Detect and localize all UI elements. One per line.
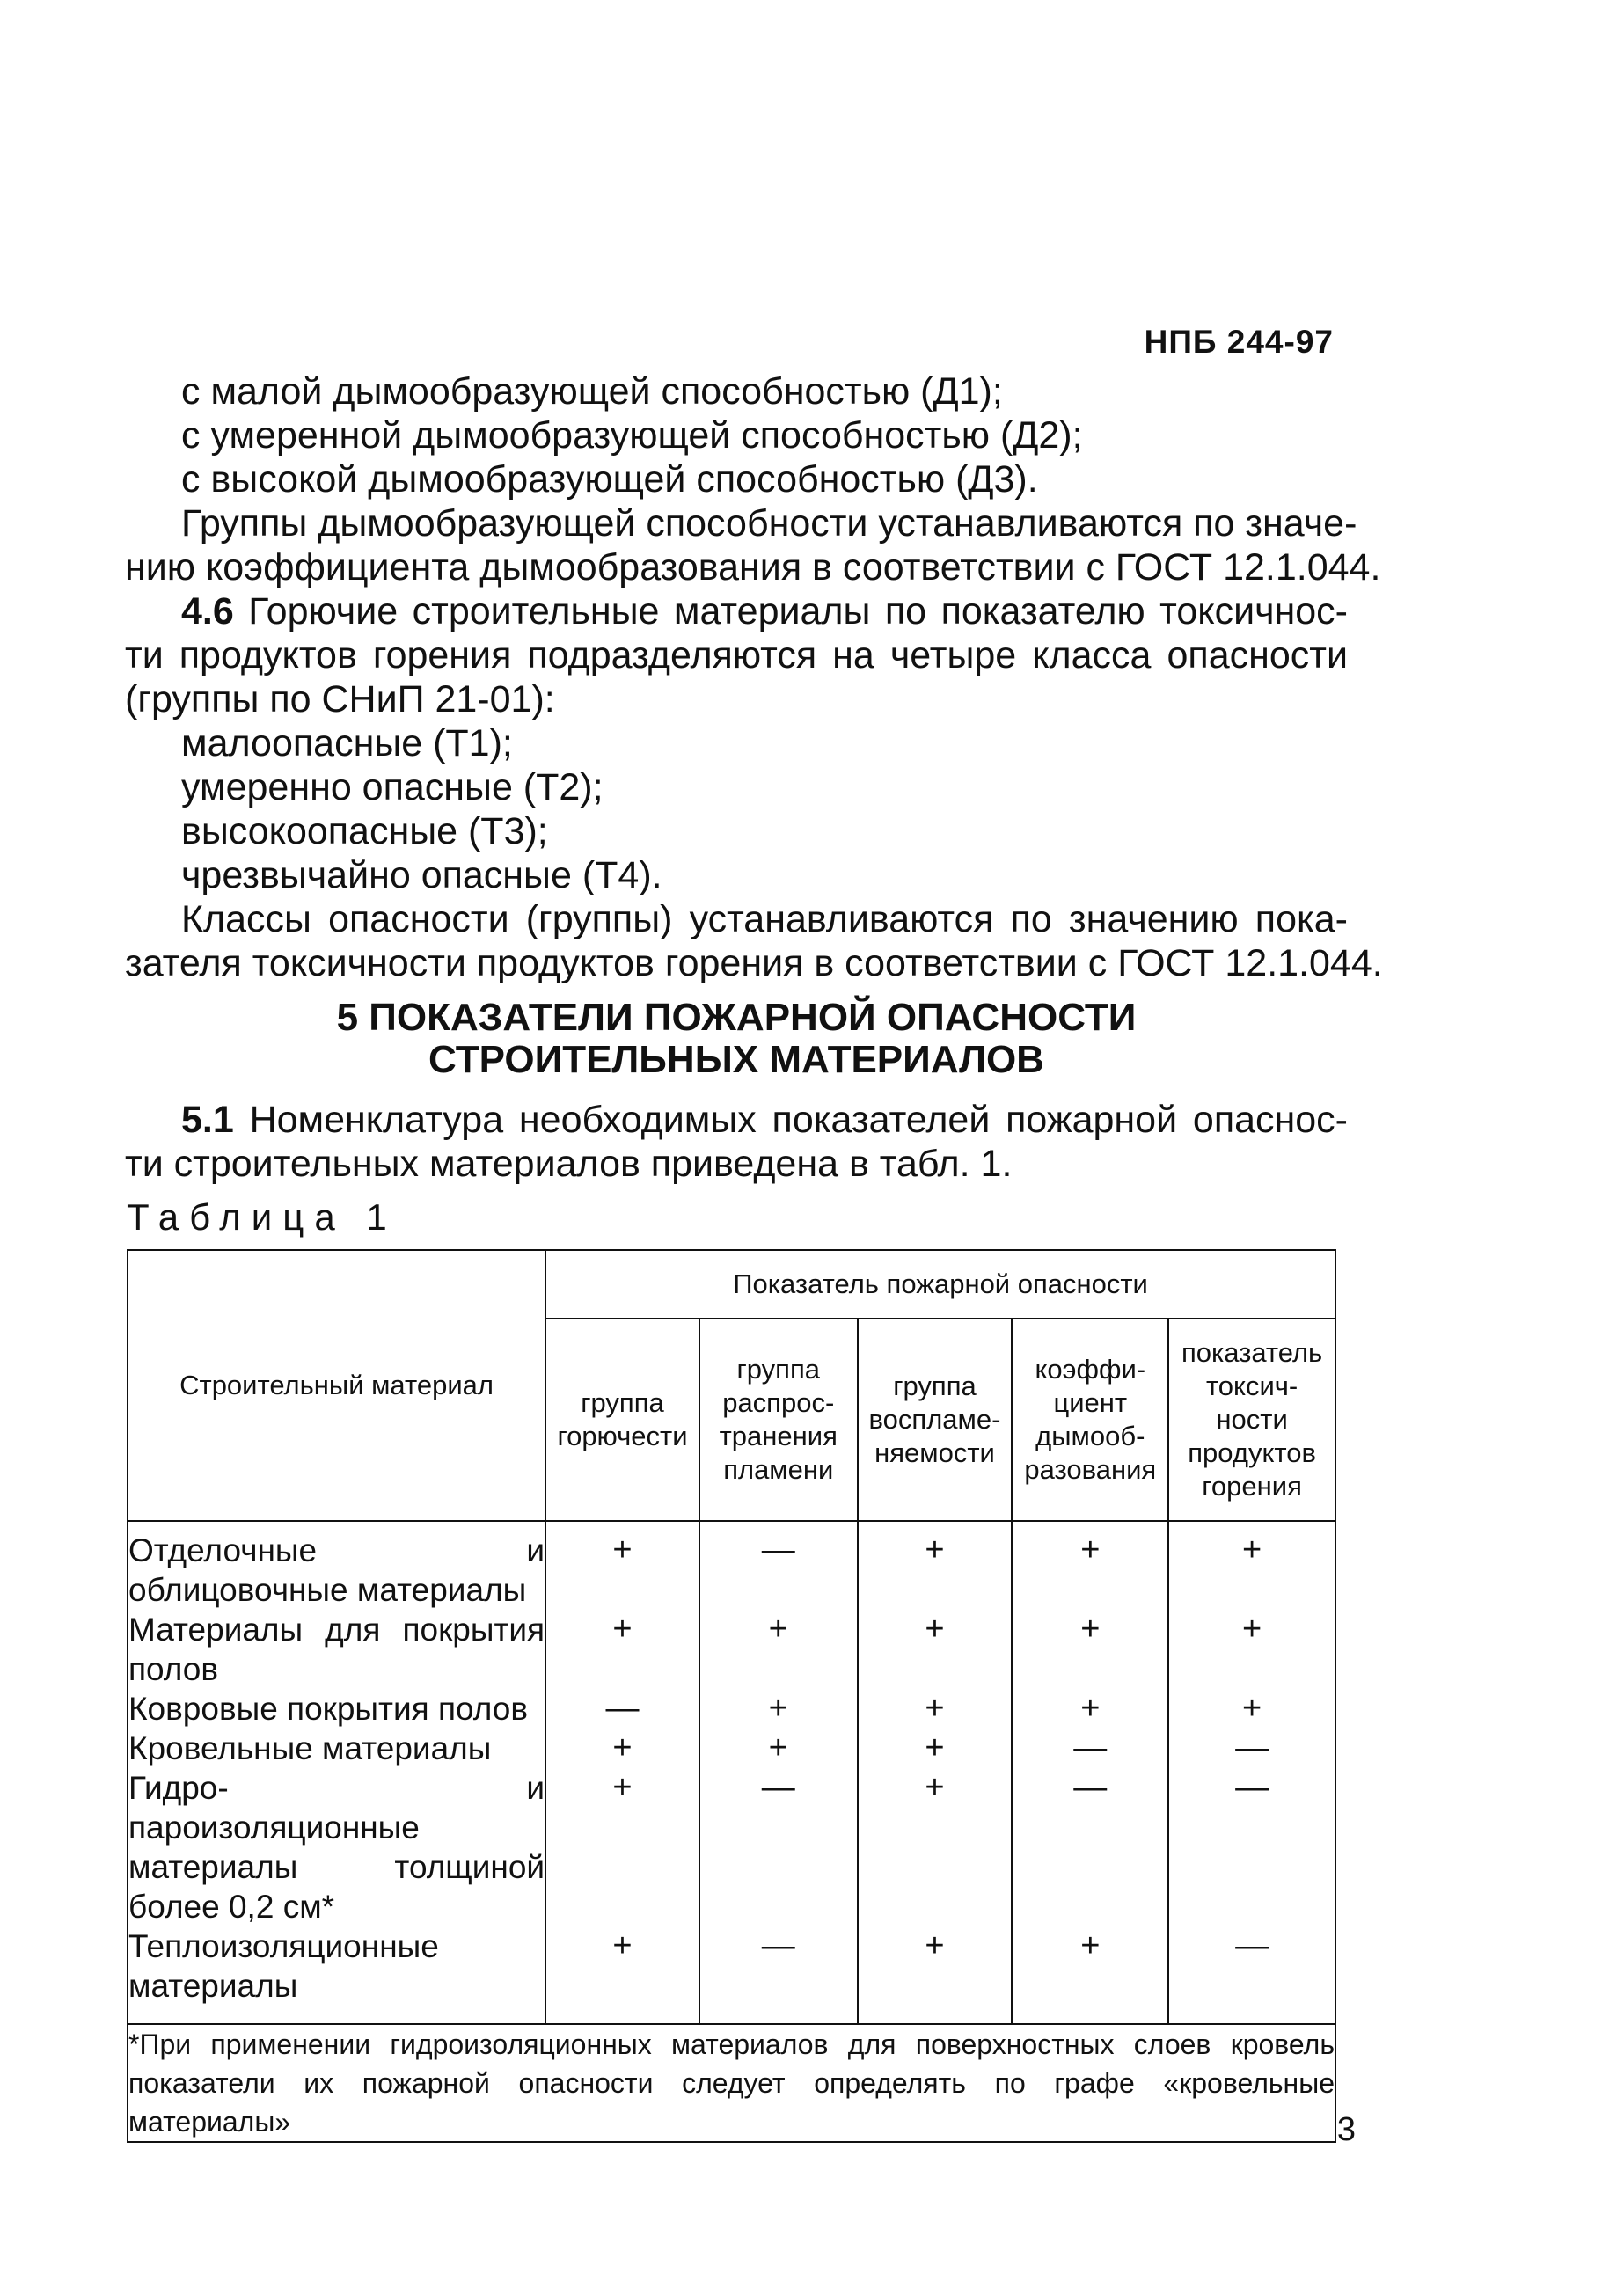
value-cell: + [1012,1610,1168,1689]
value-cell: + [1012,1926,1168,2024]
smoke-groups-list [125,369,1381,589]
column-header-toxicity: показатель токсич- ности продуктов горения [1168,1319,1335,1521]
toxicity-text-line: зателя токсичности продуктов горения в соответствии с ГОСТ 12.1.044. [125,942,1383,984]
column-header-ignitability: группа воспламе- няемости [858,1319,1013,1521]
document-code: НПБ 244-97 [1144,324,1334,360]
value-cell: + [545,1610,699,1689]
toxicity-class-item: умеренно опасные (Т2); [181,766,604,808]
smoke-group-item: с умеренной дымообразующей способностью (Д2); [181,414,1083,457]
smoke-text-line: нию коэффициента дымообразования в соответствии с ГОСТ 12.1.044. [125,546,1381,588]
material-cell: Гидро- и пароизоляционные материалы толщиной более 0,2 см* [128,1770,545,1925]
fire-hazard-table [127,1249,1336,2143]
column-header-smoke-coefficient: коэффи- циент дымооб- разования [1012,1319,1168,1521]
clause-line: ти строительных материалов приведена в табл. 1. [125,1143,1013,1185]
table-footnote: *При применении гидроизоляционных материалов для поверхностных слоев кровель показатели их пожарной опасности следует определять по графе «кровельные материалы» [128,2024,1335,2142]
clause-line [125,1098,1348,1142]
value-cell: + [699,1610,858,1689]
value-cell: + [1012,1689,1168,1729]
page-number: 3 [1336,2111,1356,2148]
toxicity-class-item: чрезвычайно опасные (Т4). [181,854,662,896]
table-row [128,1768,1335,1926]
table-row [128,1521,1335,1610]
value-cell: + [858,1926,1013,2024]
column-header-material: Строительный материал [128,1250,545,1521]
material-cell: Материалы для покрытия полов [128,1612,545,1687]
value-cell: + [858,1768,1013,1926]
table-footnote-row [128,2024,1335,2142]
value-cell: + [545,1768,699,1926]
toxicity-text-line: Классы опасности (группы) устанавливаются по значению пока- [181,898,1348,940]
table-row [128,1689,1335,1729]
value-cell: + [699,1729,858,1768]
value-cell: + [1168,1689,1335,1729]
clause-text: Номенклатура необходимых показателей пожарной опаснос- [233,1099,1348,1141]
section-5-title [125,997,1348,1081]
table-row [128,1926,1335,2024]
section-title-line: 5 ПОКАЗАТЕЛИ ПОЖАРНОЙ ОПАСНОСТИ [336,996,1137,1039]
value-cell: + [545,1729,699,1768]
column-group-header: Показатель пожарной опасности [545,1250,1335,1319]
value-cell: + [858,1689,1013,1729]
toxicity-class-item: высокоопасные (Т3); [181,810,548,852]
value-cell: + [545,1926,699,2024]
clause-number: 4.6 [181,590,234,632]
toxicity-class-item: малоопасные (Т1); [181,722,513,764]
value-cell: + [858,1610,1013,1689]
material-cell: Ковровые покрытия полов [128,1689,545,1729]
table-row [128,1729,1335,1768]
clause-number: 5.1 [181,1099,234,1141]
clause-4-6 [125,589,1383,985]
material-cell: Теплоизоляционные материалы [128,1926,545,2024]
table-row [128,1610,1335,1689]
clause-5-1 [125,1098,1348,1186]
value-cell: — [699,1521,858,1610]
value-cell: + [699,1689,858,1729]
value-cell: + [858,1729,1013,1768]
value-cell: + [858,1521,1013,1610]
column-header-flame-spread: группа распрос- транения пламени [699,1319,858,1521]
material-cell: Кровельные материалы [128,1729,545,1768]
value-cell: — [699,1768,858,1926]
value-cell: — [545,1689,699,1729]
value-cell: + [545,1521,699,1610]
value-cell: + [1012,1521,1168,1610]
value-cell: — [1168,1729,1335,1768]
smoke-group-item: с малой дымообразующей способностью (Д1); [181,370,1003,413]
material-cell: Отделочные и облицовочные материалы [128,1521,545,1610]
value-cell: — [1012,1729,1168,1768]
value-cell: — [1012,1768,1168,1926]
value-cell: + [1168,1521,1335,1610]
section-title-line: СТРОИТЕЛЬНЫХ МАТЕРИАЛОВ [428,1038,1044,1081]
column-header-flammability: группа горючести [545,1319,699,1521]
value-cell: — [1168,1926,1335,2024]
clause-line [125,589,1348,633]
value-cell: + [1168,1610,1335,1689]
clause-line: (группы по СНиП 21-01): [125,678,555,720]
smoke-group-item: с высокой дымообразующей способностью (Д3). [181,458,1038,501]
value-cell: — [1168,1768,1335,1926]
value-cell: — [699,1926,858,2024]
clause-text: Горючие строительные материалы по показателю токсичнос- [233,590,1348,632]
clause-line: ти продуктов горения подразделяются на четыре класса опасности [125,634,1348,676]
table-caption: Таблица 1 [127,1196,398,1238]
smoke-text-line: Группы дымообразующей способности устанавливаются по значе- [181,502,1357,545]
